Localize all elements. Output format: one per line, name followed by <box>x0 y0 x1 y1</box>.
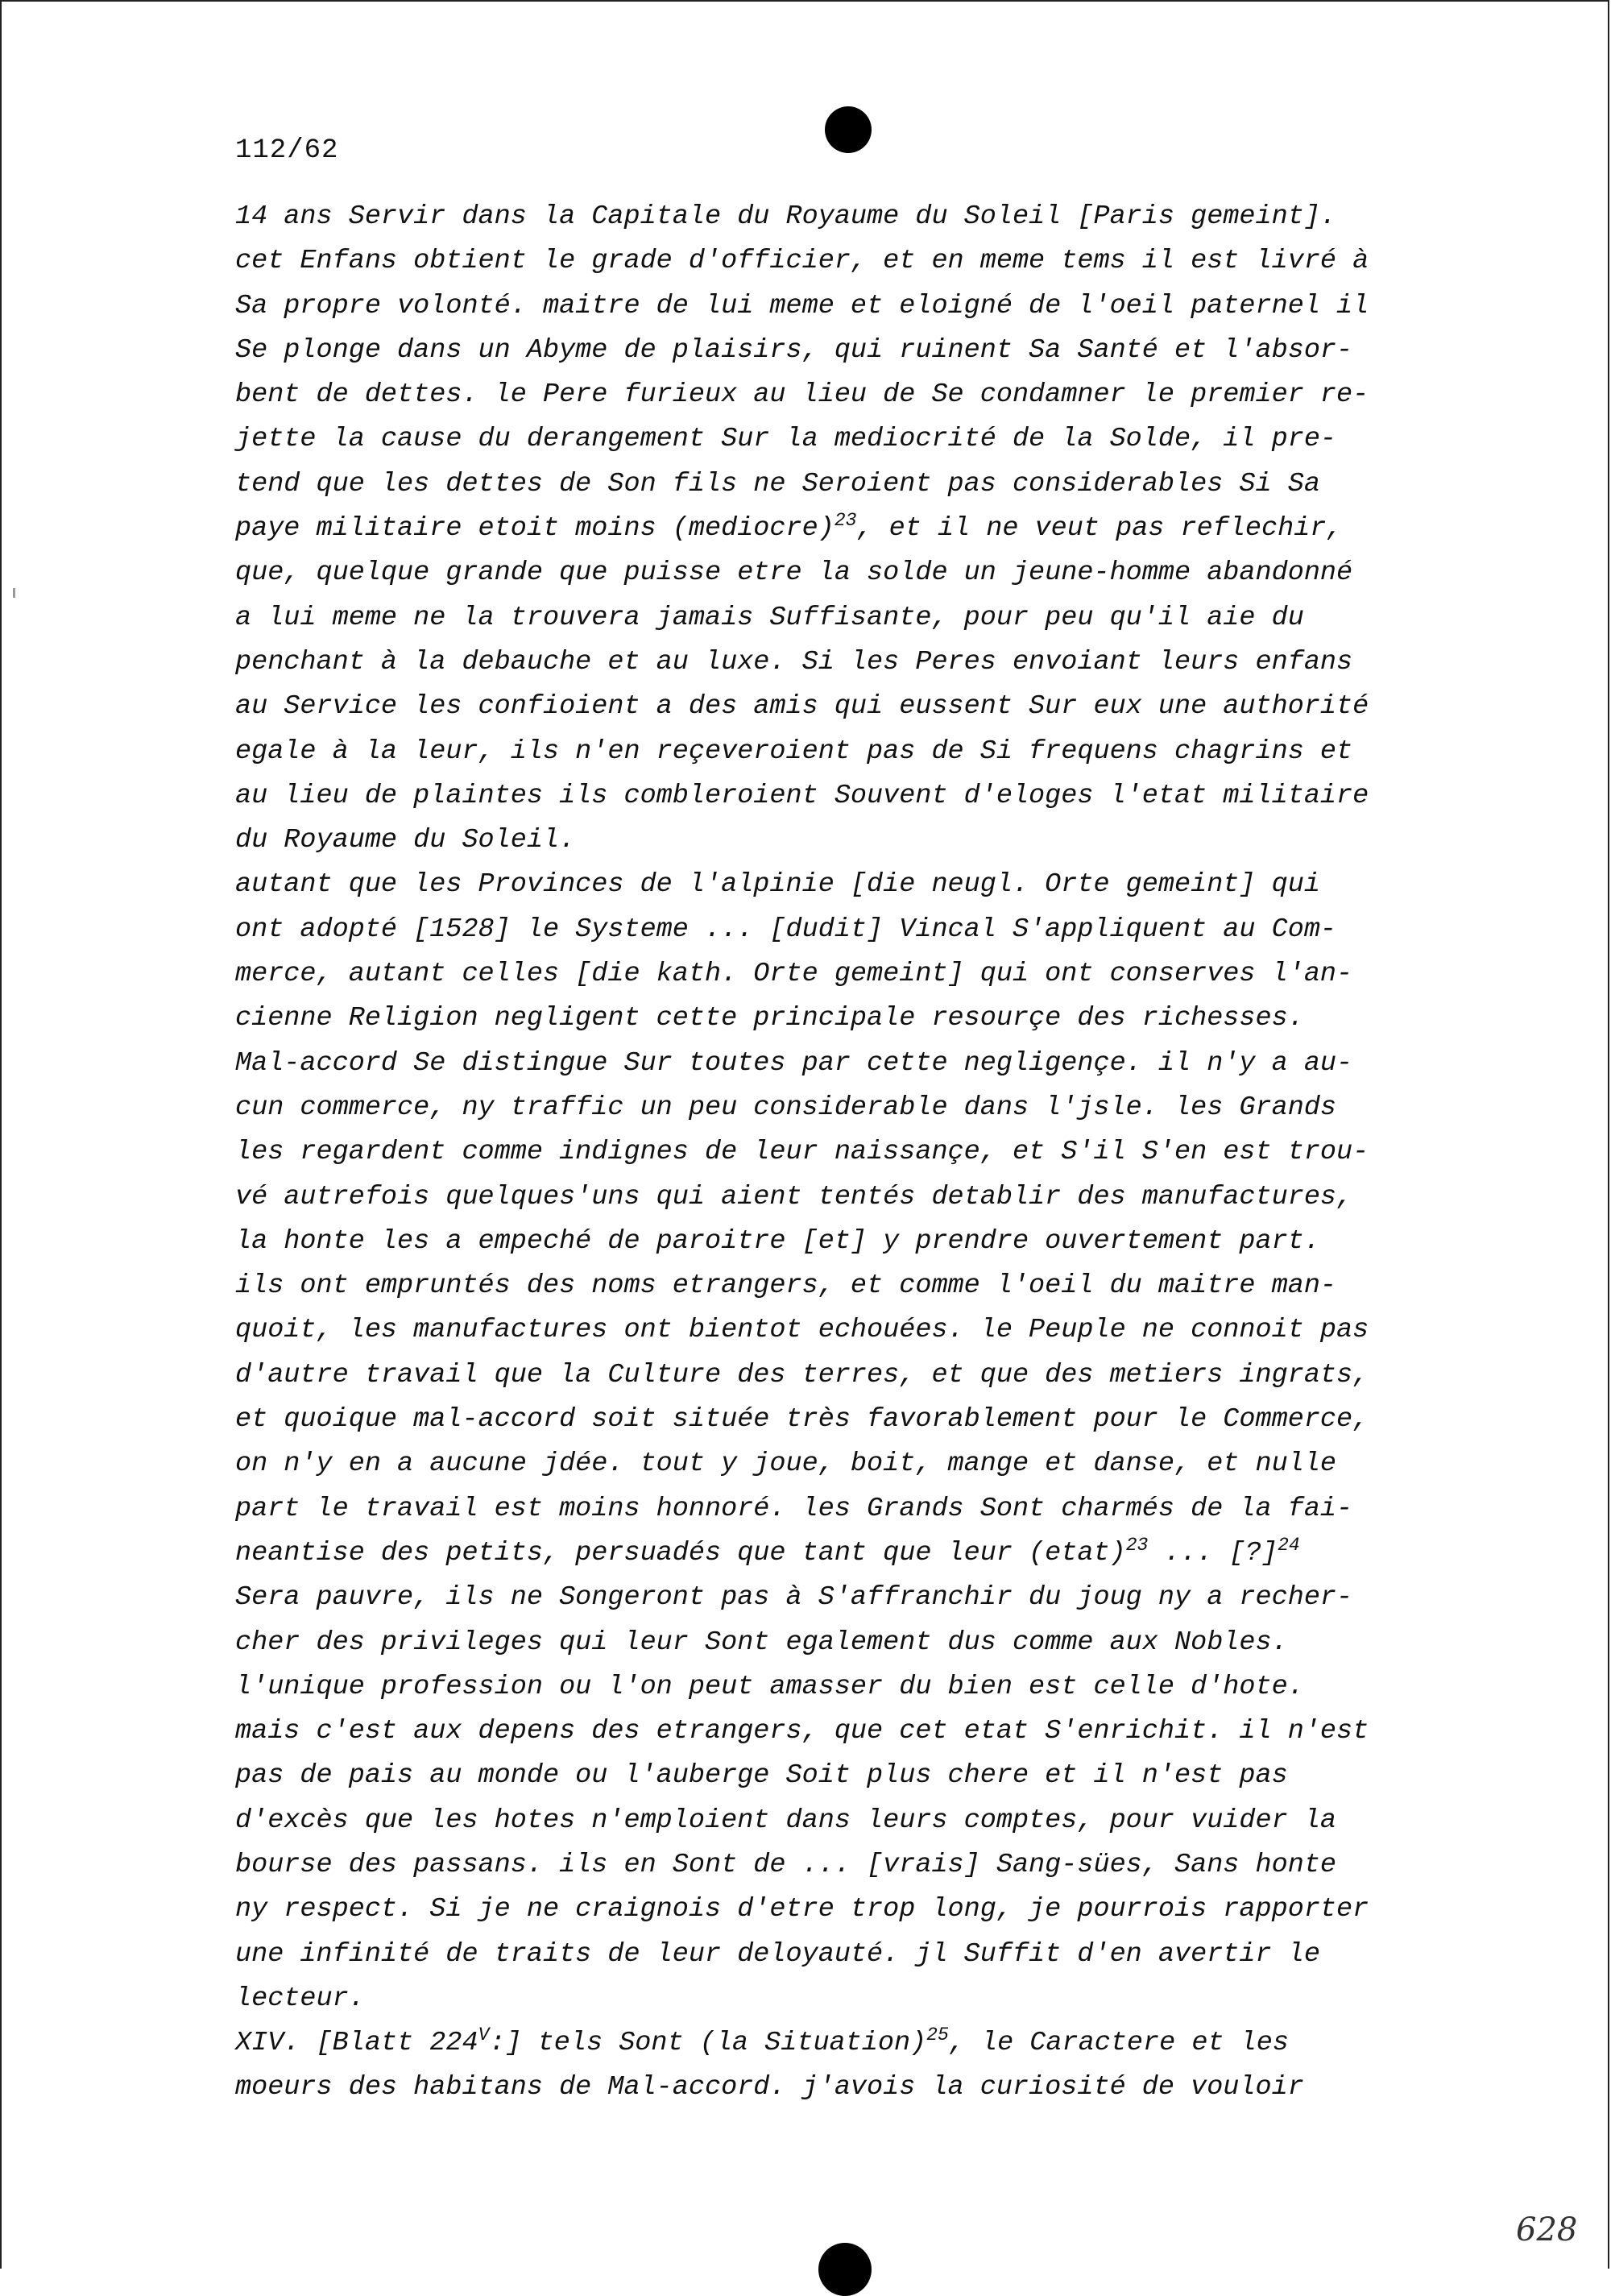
text-line <box>235 1308 1492 1353</box>
text-line <box>235 1531 1492 1576</box>
text-segment: la honte les a empeché de paroitre [et] y prendre ouvertement part. <box>235 1225 1320 1257</box>
text-line <box>235 1754 1492 1798</box>
footnote-marker: V <box>478 2025 490 2046</box>
text-line <box>235 507 1492 551</box>
text-line <box>235 997 1492 1041</box>
text-segment: les regardent comme indignes de leur naissançe, et S'il S'en est trou- <box>235 1137 1369 1168</box>
text-segment: d'autre travail que la Culture des terres, et que des metiers ingrats, <box>235 1359 1369 1390</box>
text-segment: et quoique mal-accord soit située très favorablement pour le Commerce, <box>235 1404 1369 1436</box>
text-line <box>235 1442 1492 1486</box>
text-segment: une infinité de traits de leur deloyauté. jl Suffit d'en avertir le <box>235 1938 1320 1970</box>
text-line <box>235 1933 1492 1977</box>
footnote-marker: 23 <box>1125 1534 1149 1556</box>
text-segment: Sa propre volonté. maitre de lui meme et eloigné de l'oeil paternel il <box>235 290 1369 321</box>
text-line <box>235 685 1492 729</box>
text-segment: 14 ans Servir dans la Capitale du Royaume du Soleil [Paris gemeint]. <box>235 201 1337 232</box>
text-line <box>235 284 1492 329</box>
text-line <box>235 1799 1492 1843</box>
text-segment: cet Enfans obtient le grade d'officier, et en meme tems il est livré à <box>235 246 1369 277</box>
text-line <box>235 1175 1492 1220</box>
footnote-marker: 24 <box>1278 1534 1300 1556</box>
text-line <box>235 239 1492 284</box>
text-line <box>235 819 1492 863</box>
text-segment: , le Caractere et les <box>948 2028 1289 2059</box>
text-segment: jette la cause du derangement Sur la mediocrité de la Solde, il pre- <box>235 424 1337 455</box>
text-line <box>235 774 1492 819</box>
text-line <box>235 1710 1492 1754</box>
text-line <box>235 1086 1492 1130</box>
text-segment: vé autrefois quelques'uns qui aient tentés detablir des manufactures, <box>235 1181 1353 1212</box>
text-segment: Sera pauvre, ils ne Songeront pas à S'affranchir du joug ny a recher- <box>235 1582 1353 1614</box>
text-segment: lecteur. <box>235 1983 365 2014</box>
text-line <box>235 1888 1492 1932</box>
text-line <box>235 1977 1492 2021</box>
text-line <box>235 1398 1492 1442</box>
text-line <box>235 551 1492 595</box>
text-line <box>235 908 1492 952</box>
text-segment: paye militaire etoit moins (mediocre) <box>235 513 834 545</box>
text-segment: egale à la leur, ils n'en reçeveroient pas de Si frequens chagrins et <box>235 736 1353 767</box>
text-segment: mais c'est aux depens des etrangers, que cet etat S'enrichit. il n'est <box>235 1716 1369 1747</box>
text-line <box>235 596 1492 640</box>
text-segment: ... [?] <box>1148 1537 1278 1569</box>
text-segment: part le travail est moins honnoré. les Grands Sont charmés de la fai- <box>235 1493 1353 1524</box>
text-segment: Mal-accord Se distingue Sur toutes par cette negligençe. il n'y a au- <box>235 1047 1353 1079</box>
text-segment: XIV. [Blatt 224 <box>235 2028 478 2059</box>
margin-mark <box>13 588 15 598</box>
text-segment: du Royaume du Soleil. <box>235 825 576 856</box>
text-line <box>235 1843 1492 1888</box>
text-line <box>235 195 1492 239</box>
text-line <box>235 1487 1492 1531</box>
text-segment: Se plonge dans un Abyme de plaisirs, qui ruinent Sa Santé et l'absor- <box>235 334 1353 366</box>
text-segment: , et il ne veut pas reflechir, <box>856 513 1343 545</box>
text-segment: au lieu de plaintes ils combleroient Souvent d'eloges l'etat militaire <box>235 780 1369 811</box>
text-segment: ils ont empruntés des noms etrangers, et comme l'oeil du maitre man- <box>235 1270 1337 1302</box>
text-line <box>235 640 1492 685</box>
text-line <box>235 462 1492 507</box>
text-segment: quoit, les manufactures ont bientot echouées. le Peuple ne connoit pas <box>235 1315 1369 1346</box>
text-segment: bourse des passans. ils en Sont de ... [vrais] Sang-sües, Sans honte <box>235 1849 1337 1880</box>
text-segment: cienne Religion negligent cette principale resourçe des richesses. <box>235 1003 1304 1034</box>
text-line <box>235 2021 1492 2066</box>
text-line <box>235 1621 1492 1665</box>
footnote-marker: 23 <box>834 509 857 531</box>
text-segment: a lui meme ne la trouvera jamais Suffisante, pour peu qu'il aie du <box>235 602 1304 633</box>
text-segment: l'unique profession ou l'on peut amasser du bien est celle d'hote. <box>235 1671 1304 1702</box>
text-segment: penchant à la debauche et au luxe. Si les Peres envoiant leurs enfans <box>235 646 1353 678</box>
text-segment: autant que les Provinces de l'alpinie [die neugl. Orte gemeint] qui <box>235 869 1320 901</box>
text-segment: neantise des petits, persuadés que tant que leur (etat) <box>235 1537 1126 1569</box>
text-line <box>235 1353 1492 1398</box>
text-line <box>235 1665 1492 1710</box>
text-segment: ny respect. Si je ne craignois d'etre trop long, je pourrois rapporter <box>235 1894 1369 1925</box>
text-segment: au Service les confioient a des amis qui eussent Sur eux une authorité <box>235 691 1369 723</box>
text-segment: bent de dettes. le Pere furieux au lieu de Se condamner le premier re- <box>235 379 1369 411</box>
text-line <box>235 417 1492 462</box>
footnote-marker: 25 <box>926 2025 949 2046</box>
text-line <box>235 1220 1492 1264</box>
text-segment: tend que les dettes de Son fils ne Seroient pas considerables Si Sa <box>235 468 1320 499</box>
text-segment: :] tels Sont (la Situation) <box>489 2028 927 2059</box>
text-segment: cher des privileges qui leur Sont egalement dus comme aux Nobles. <box>235 1627 1288 1658</box>
text-segment: cun commerce, ny traffic un peu considerable dans l'jsle. les Grands <box>235 1092 1337 1123</box>
text-line <box>235 730 1492 774</box>
text-segment: merce, autant celles [die kath. Orte gemeint] qui ont conserves l'an- <box>235 959 1353 990</box>
text-line <box>235 863 1492 907</box>
body-text <box>235 195 1492 2111</box>
text-line <box>235 329 1492 373</box>
text-segment: pas de pais au monde ou l'auberge Soit plus chere et il n'est pas <box>235 1760 1288 1792</box>
text-line <box>235 373 1492 417</box>
handwritten-page-mark: 628 <box>1516 2211 1578 2248</box>
page-number: 112/62 <box>235 135 339 166</box>
text-segment: on n'y en a aucune jdée. tout y joue, boit, mange et danse, et nulle <box>235 1448 1337 1480</box>
text-segment: ont adopté [1528] le Systeme ... [dudit] Vincal S'appliquent au Com- <box>235 914 1337 945</box>
text-line <box>235 1042 1492 1086</box>
text-line <box>235 2066 1492 2110</box>
text-line <box>235 1130 1492 1175</box>
text-line <box>235 1576 1492 1620</box>
text-segment: d'excès que les hotes n'emploient dans leurs comptes, pour vuider la <box>235 1805 1337 1836</box>
text-line <box>235 952 1492 997</box>
text-segment: moeurs des habitans de Mal-accord. j'avois la curiosité de vouloir <box>235 2072 1304 2103</box>
text-line <box>235 1264 1492 1308</box>
punch-hole-bottom <box>818 2243 872 2296</box>
text-segment: que, quelque grande que puisse etre la solde un jeune-homme abandonné <box>235 557 1353 589</box>
punch-hole-top <box>825 106 872 153</box>
